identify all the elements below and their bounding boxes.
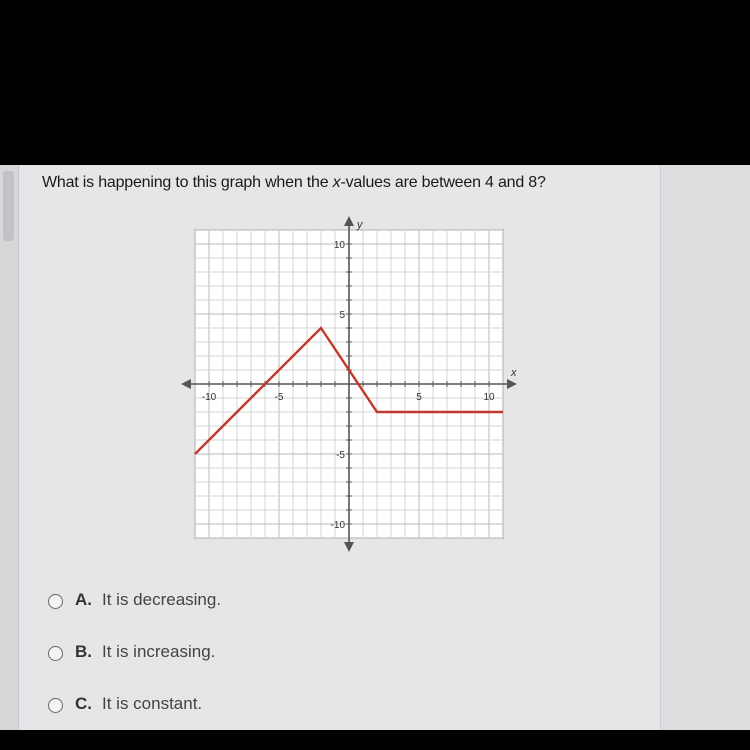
right-panel-edge xyxy=(660,165,750,730)
option-letter: B. xyxy=(75,642,92,661)
question-text xyxy=(42,174,546,192)
question-prefix: What is happening to this graph when the xyxy=(42,174,333,191)
y-tick-label: -5 xyxy=(336,450,345,461)
scroll-thumb[interactable] xyxy=(3,171,14,241)
answer-options xyxy=(48,590,221,746)
y-tick-label: 10 xyxy=(333,240,345,251)
x-axis-arrow-right xyxy=(507,379,517,389)
y-tick-label: -10 xyxy=(330,520,345,531)
y-axis-arrow-up xyxy=(344,216,354,226)
x-axis-arrow-left xyxy=(181,379,191,389)
x-axis-label: x xyxy=(511,367,517,379)
x-tick-label: 5 xyxy=(416,392,422,403)
coordinate-graph xyxy=(180,215,520,560)
question-suffix: -values are between 4 and 8? xyxy=(340,174,546,191)
radio-button[interactable] xyxy=(48,698,63,713)
question-variable: x xyxy=(332,174,341,191)
bottom-black-bar xyxy=(0,730,750,750)
option-b[interactable] xyxy=(48,642,221,694)
left-scrollbar[interactable] xyxy=(0,165,19,730)
option-letter: A. xyxy=(75,590,92,609)
option-a[interactable] xyxy=(48,590,221,642)
option-letter: C. xyxy=(75,694,92,713)
y-axis-label: y xyxy=(357,219,363,231)
option-text: It is constant. xyxy=(102,694,203,713)
radio-button[interactable] xyxy=(48,594,63,609)
x-tick-label: -5 xyxy=(274,392,284,403)
graph-svg xyxy=(180,215,520,555)
y-axis-arrow-down xyxy=(344,542,354,552)
quiz-screen xyxy=(0,165,750,730)
x-tick-label: -10 xyxy=(201,392,217,403)
option-text: It is decreasing. xyxy=(102,590,222,609)
y-tick-label: 5 xyxy=(339,310,345,321)
radio-button[interactable] xyxy=(48,646,63,661)
x-tick-label: 10 xyxy=(483,392,495,403)
option-text: It is increasing. xyxy=(102,642,216,661)
